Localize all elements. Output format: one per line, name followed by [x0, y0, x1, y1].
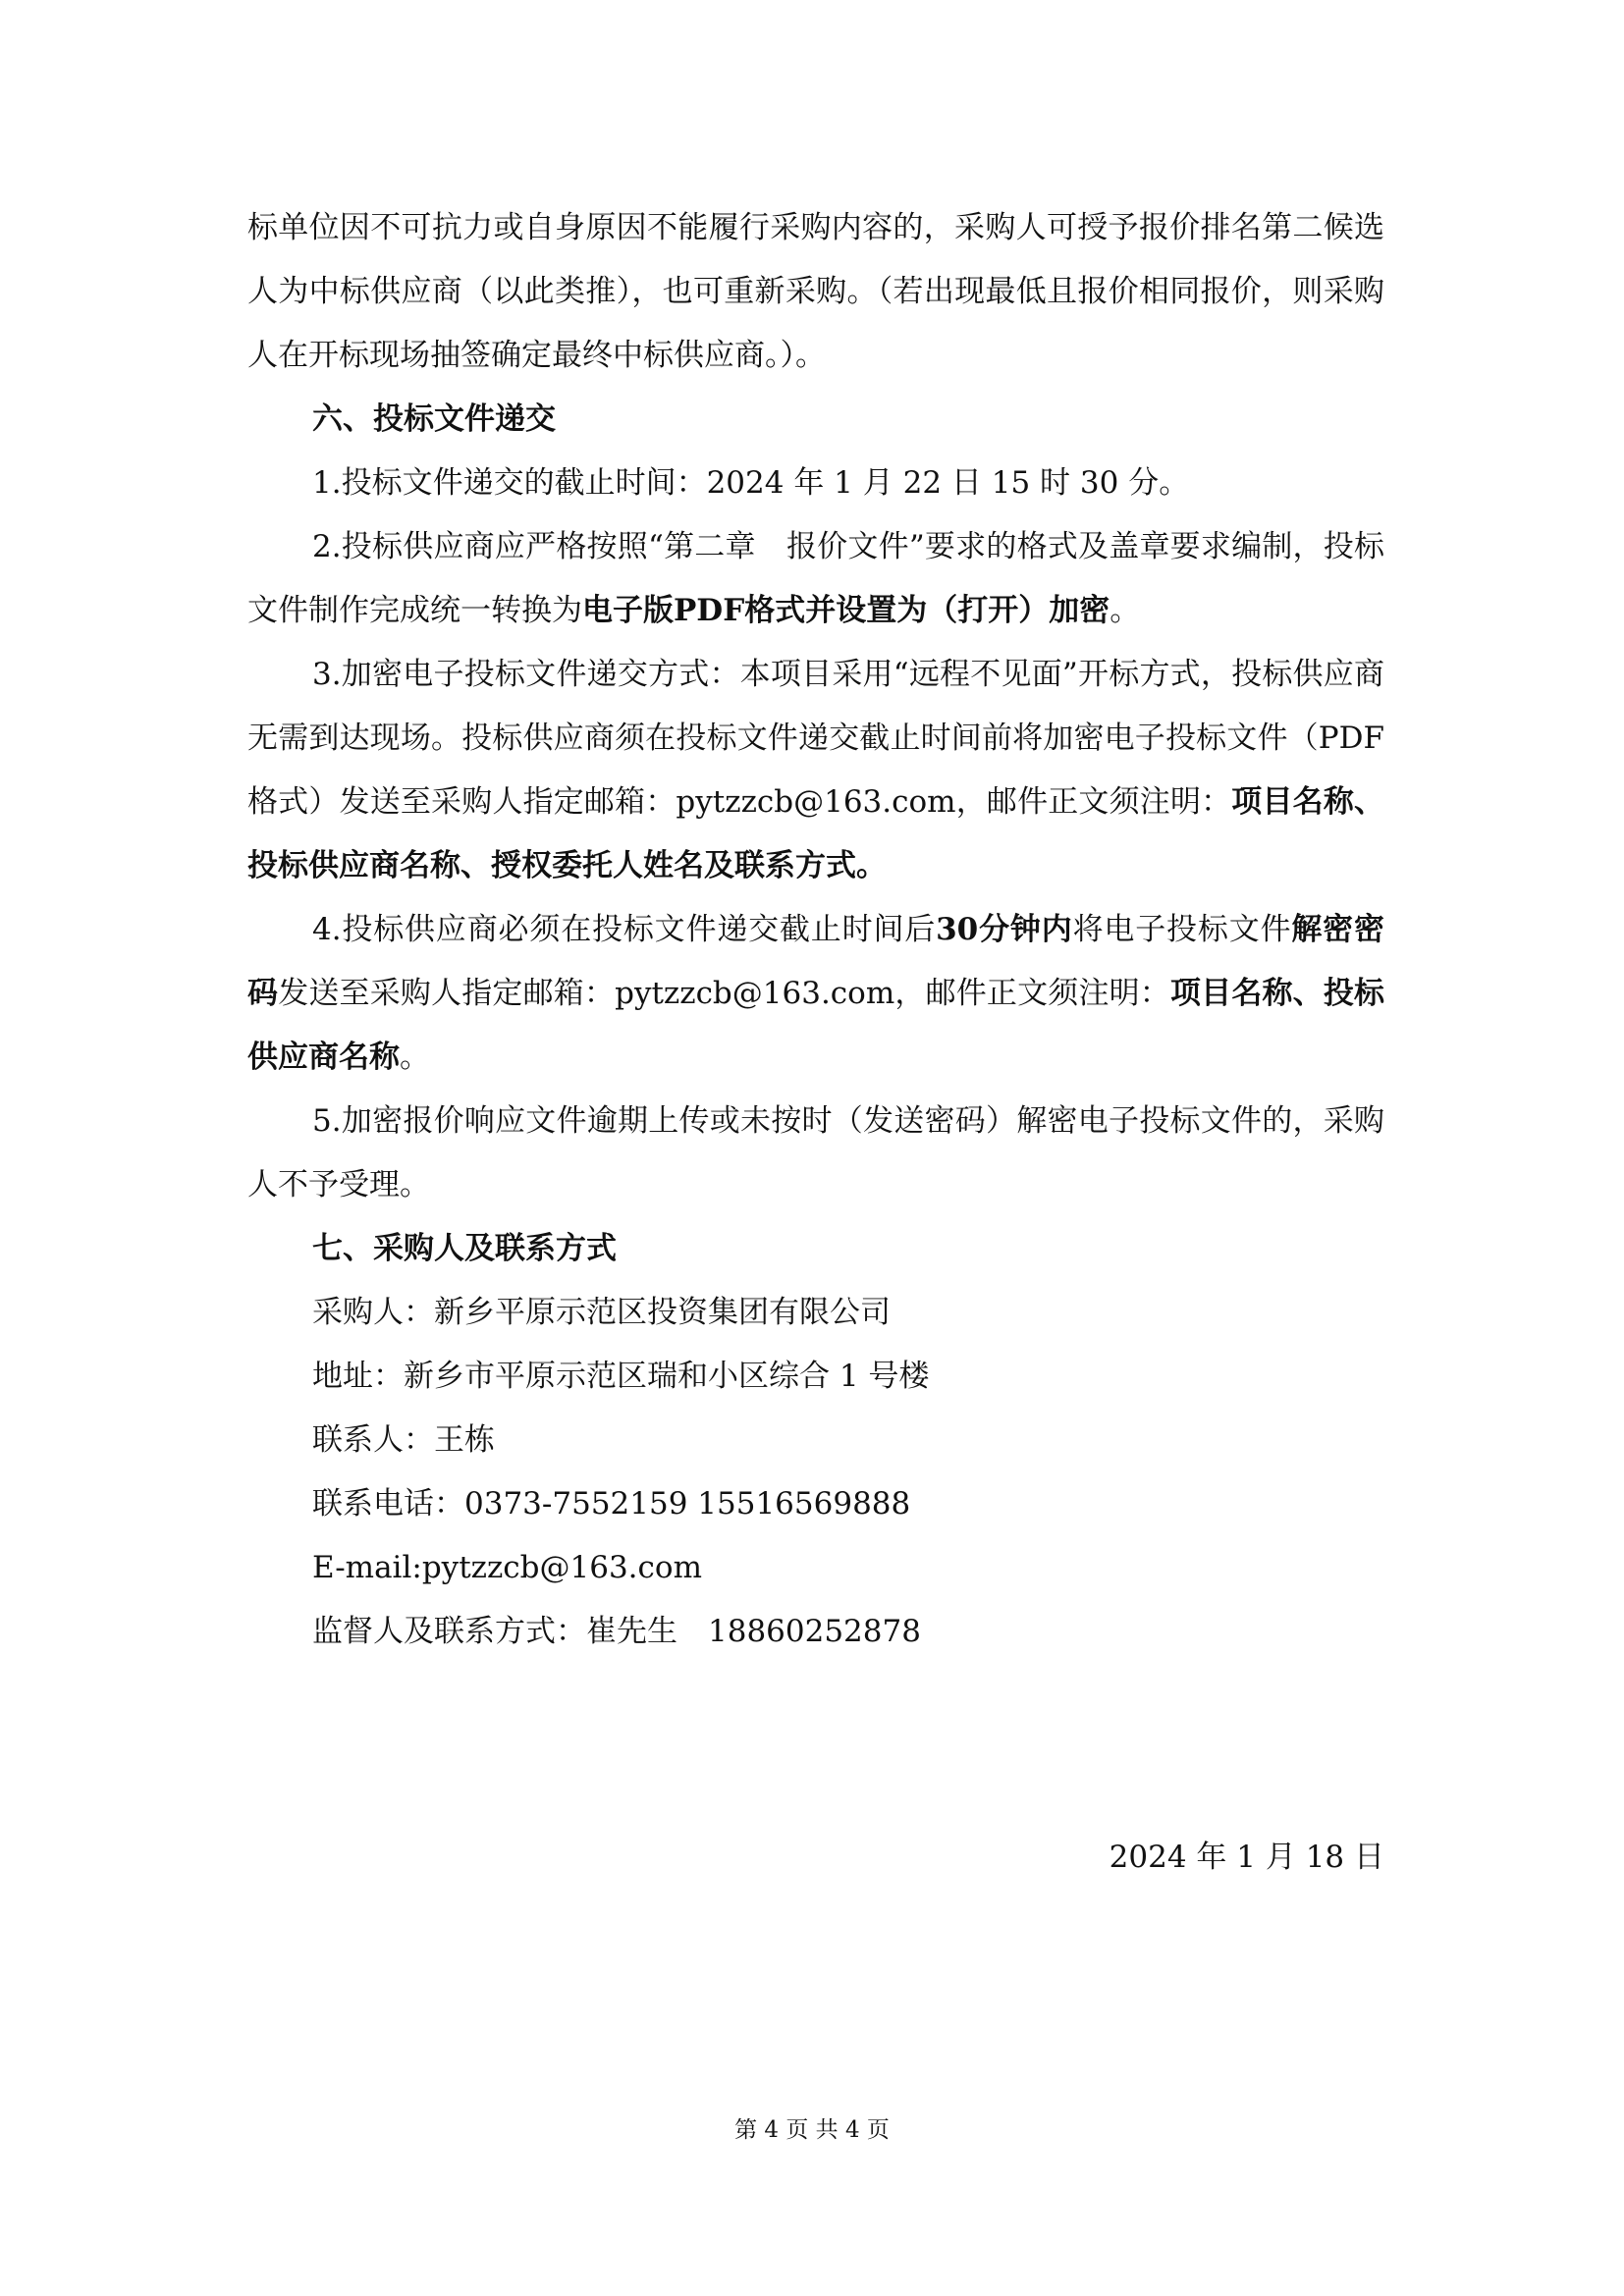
document-body — [247, 196, 1384, 1664]
item-4-text-e: 发送至采购人指定邮箱：pytzzcb@163.com，邮件正文须注明： — [278, 976, 1170, 1011]
section-6-item-2 — [247, 515, 1384, 643]
item-2-emphasis: 电子版PDF格式并设置为（打开）加密 — [582, 593, 1110, 628]
supervisor-line: 监督人及联系方式：崔先生 18860252878 — [312, 1614, 921, 1649]
intro-paragraph: 标单位因不可抗力或自身原因不能履行采购内容的，采购人可授予报价排名第二候选人为中标供应商（以此类推），也可重新采购。（若出现最低且报价相同报价，则采购人在开标现场抽签确定最终中标供应商。）。 — [247, 210, 1384, 373]
section-6-item-5: 5.加密报价响应文件逾期上传或未按时（发送密码）解密电子投标文件的，采购人不予受理。 — [247, 1103, 1384, 1202]
document-date: 2024 年 1 月 18 日 — [1109, 1840, 1384, 1875]
item-4-emphasis-password: 解密密码 — [247, 912, 1385, 1011]
page-footer: 第 4 页 共 4 页 — [734, 2117, 890, 2143]
item-3-text: 3.加密电子投标文件递交方式：本项目采用“远程不见面”开标方式，投标供应商无需到达现场。投标供应商须在投标文件递交截止时间前将加密电子投标文件（PDF格式）发送至采购人指定邮箱：pytzzcb@163.com，邮件正文须注明： — [247, 657, 1384, 820]
item-4-emphasis-time: 30分钟内 — [936, 912, 1073, 947]
address-line: 地址：新乡市平原示范区瑞和小区综合 1 号楼 — [312, 1359, 930, 1394]
item-2-text: 2.投标供应商应严格按照“第二章 报价文件”要求的格式及盖章要求编制，投标文件制作完成统一转换为 — [247, 529, 1384, 628]
item-4-emphasis-subject: 项目名称、投标供应商名称 — [247, 976, 1385, 1075]
section-7-title: 七、采购人及联系方式 — [312, 1231, 617, 1266]
email-line: E-mail:pytzzcb@163.com — [312, 1550, 702, 1585]
item-4-text-c: 将电子投标文件 — [1072, 912, 1292, 947]
phone-line: 联系电话：0373-7552159 15516569888 — [312, 1486, 911, 1522]
section-6-title: 六、投标文件递交 — [312, 401, 556, 437]
buyer-line: 采购人：新乡平原示范区投资集团有限公司 — [312, 1295, 891, 1330]
item-4-text-a: 4.投标供应商必须在投标文件递交截止时间后 — [312, 912, 937, 947]
item-3-emphasis: 项目名称、投标供应商名称、授权委托人姓名及联系方式。 — [247, 784, 1384, 883]
section-6-item-3 — [247, 643, 1384, 898]
section-6-item-1: 1.投标文件递交的截止时间：2024 年 1 月 22 日 15 时 30 分。 — [312, 465, 1190, 501]
item-2-end: 。 — [1110, 593, 1141, 628]
contact-person-line: 联系人：王栋 — [312, 1422, 495, 1458]
section-6-item-4 — [247, 898, 1384, 1090]
item-4-end: 。 — [400, 1040, 430, 1075]
